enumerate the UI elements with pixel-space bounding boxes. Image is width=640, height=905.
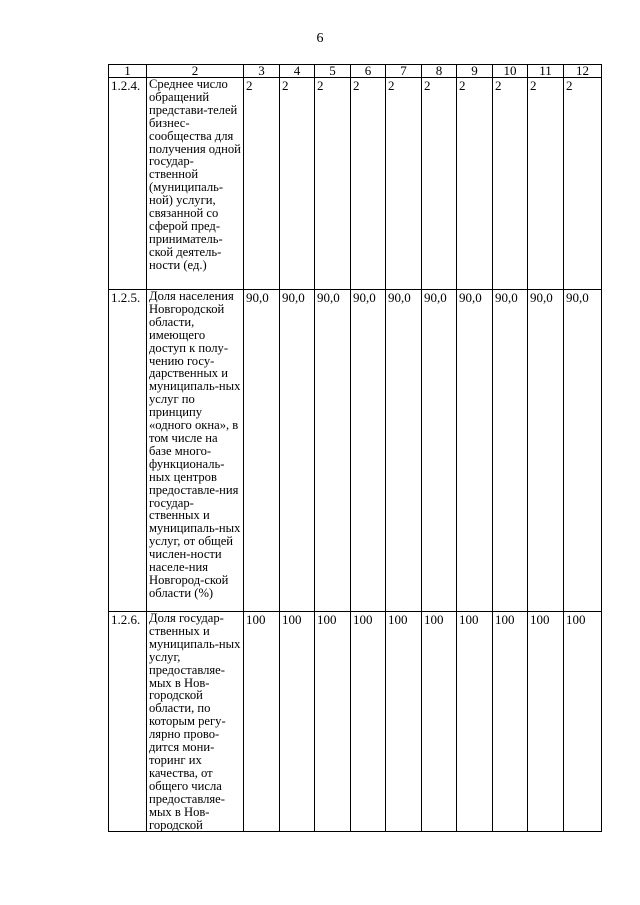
value-cell: 100: [244, 612, 280, 832]
value-cell: 2: [457, 78, 493, 290]
value-cell: 100: [280, 612, 315, 832]
value-cell: 90,0: [244, 290, 280, 612]
value-cell: 90,0: [386, 290, 422, 612]
indicator-name: Доля государ-ственных и муниципаль-ных услуг, предоставляе-мых в Нов-городской области, по которым регу-лярно прово-дится мони-торинг их качества, от общего числа предоставляе-мых в Нов-городской: [147, 612, 244, 832]
value-cell: 90,0: [457, 290, 493, 612]
indicator-name: Среднее число обращений представи-телей бизнес-сообщества для получения одной государ-ственной (муниципаль-ной) услуги, связанной со сферой пред-приниматель-ской деятель-ности (ед.): [147, 78, 244, 290]
value-cell: 2: [493, 78, 528, 290]
row-number: 1.2.5.: [109, 290, 147, 612]
value-cell: 90,0: [280, 290, 315, 612]
value-cell: 90,0: [351, 290, 386, 612]
value-cell: 2: [422, 78, 457, 290]
value-cell: 100: [315, 612, 351, 832]
value-cell: 90,0: [315, 290, 351, 612]
column-header: 4: [280, 65, 315, 78]
column-header: 7: [386, 65, 422, 78]
table-row: [109, 612, 602, 832]
indicator-name: Доля населения Новгородской области, имеющего доступ к полу-чению госу-дарственных и муниципаль-ных услуг по принципу «одного окна», в том числе на базе много-функциональ-ных центров предоставле-ния государ-ственных и муниципаль-ных услуг, от общей числен-ности населе-ния Новгород-ской области (%): [147, 290, 244, 612]
value-cell: 2: [244, 78, 280, 290]
table-header-row: [109, 65, 602, 78]
column-header: 3: [244, 65, 280, 78]
column-header: 5: [315, 65, 351, 78]
value-cell: 100: [351, 612, 386, 832]
column-header: 2: [147, 65, 244, 78]
row-number: 1.2.4.: [109, 78, 147, 290]
value-cell: 2: [564, 78, 602, 290]
value-cell: 2: [351, 78, 386, 290]
value-cell: 90,0: [493, 290, 528, 612]
row-number: 1.2.6.: [109, 612, 147, 832]
value-cell: 100: [457, 612, 493, 832]
column-header: 9: [457, 65, 493, 78]
value-cell: 90,0: [528, 290, 564, 612]
column-header: 8: [422, 65, 457, 78]
value-cell: 100: [493, 612, 528, 832]
column-header: 10: [493, 65, 528, 78]
value-cell: 100: [564, 612, 602, 832]
value-cell: 2: [528, 78, 564, 290]
value-cell: 90,0: [564, 290, 602, 612]
value-cell: 100: [422, 612, 457, 832]
table-row: [109, 290, 602, 612]
value-cell: 2: [280, 78, 315, 290]
indicator-table: [108, 64, 602, 832]
value-cell: 2: [315, 78, 351, 290]
value-cell: 100: [386, 612, 422, 832]
column-header: 11: [528, 65, 564, 78]
column-header: 12: [564, 65, 602, 78]
value-cell: 100: [528, 612, 564, 832]
page-number: 6: [316, 31, 324, 46]
value-cell: 2: [386, 78, 422, 290]
table-row: [109, 78, 602, 290]
column-header: 6: [351, 65, 386, 78]
value-cell: 90,0: [422, 290, 457, 612]
column-header: 1: [109, 65, 147, 78]
